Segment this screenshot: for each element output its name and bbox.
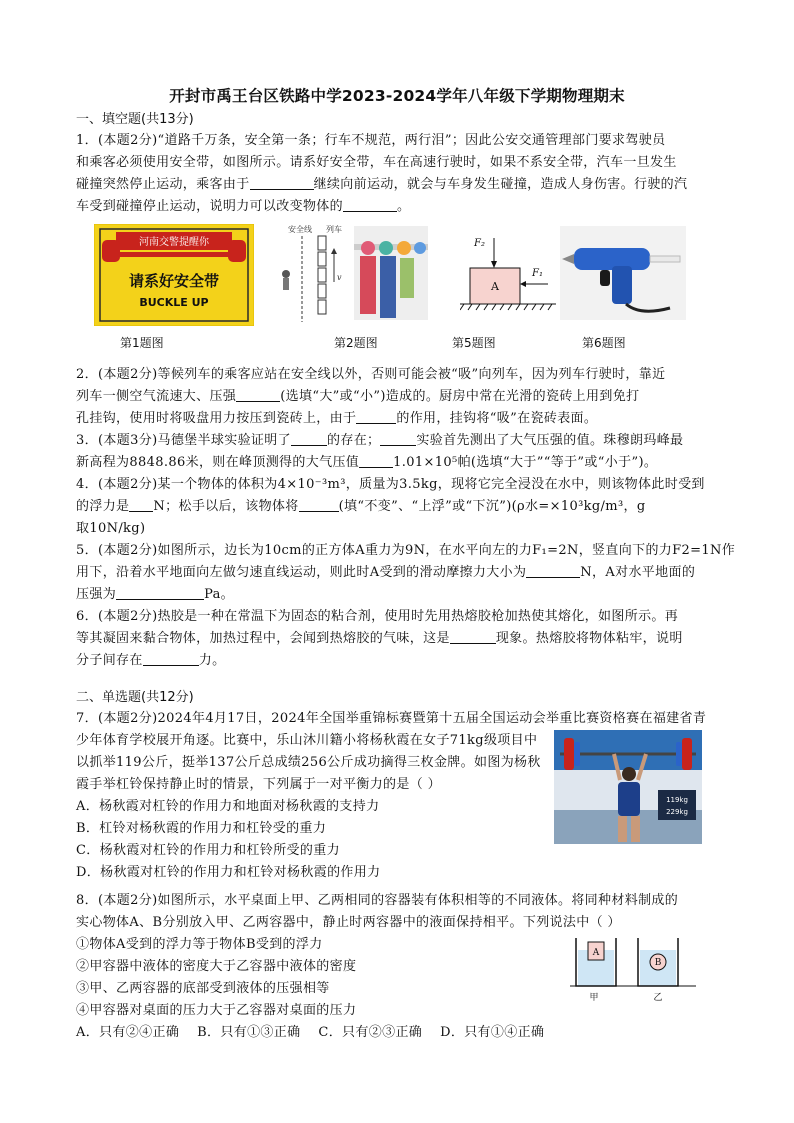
q4-blank-2[interactable] [299, 497, 339, 512]
q6-line-2b: 现象。热熔胶将物体粘牢，说明 [495, 631, 683, 646]
q5-line-3a: 压强为 [76, 587, 117, 602]
q3-blank-1[interactable] [291, 431, 327, 446]
q2-line-3: 孔挂钩，使用时将吸盘用力按压到瓷砖上，由于 [76, 411, 357, 426]
figure-2-hooks-photo [354, 226, 428, 320]
q1-line-4a: 车受到碰撞停止运动，说明力可以改变物体的 [76, 199, 344, 214]
question-5 [76, 540, 736, 606]
q2-blank-2[interactable] [356, 409, 396, 424]
q1-line-1: 1．(本题2分)“道路千万条，安全第一条；行车不规范，两行泪”；因此公安交通管理部门要求驾驶员 [76, 133, 666, 148]
q5-line-2b: N，A对水平地面的 [580, 565, 696, 580]
q5-line-1: 5．(本题2分)如图所示，边长为10cm的正方体A重力为9N，在水平向左的力F₁=2N，竖直向下的力F2=1N作 [76, 543, 736, 558]
q2-line-3b: 的作用，挂钩将“吸”在瓷砖表面。 [396, 411, 598, 426]
hanging-towel-red [360, 256, 376, 314]
scoreboard-text-2: 229kg [666, 808, 688, 816]
q8-options[interactable]: A．只有②④正确 B．只有①③正确 C．只有②③正确 D．只有①④正确 [76, 1025, 545, 1040]
lifter-body [618, 782, 640, 816]
ground-hatching [460, 304, 552, 310]
q4-line-2b: N；松手以后，该物体将 [153, 499, 299, 514]
q4-line-3: 取10N/kg) [76, 521, 146, 536]
figure-2-safety-line [274, 222, 346, 324]
q3-line-1a: 3．(本题3分)马德堡半球实验证明了 [76, 433, 291, 448]
q1-line-4b: 。 [397, 199, 411, 214]
q7-option-d[interactable]: D．杨秋霞对杠铃的作用力和杠铃对杨秋霞的作用力 [76, 865, 381, 880]
q2-line-2b: (选填“大”或“小”)造成的。厨房中常在光滑的瓷砖上用到免打 [280, 389, 640, 404]
question-1 [76, 130, 726, 218]
suction-hook-blue [414, 242, 426, 254]
person-icon [282, 270, 290, 278]
q7-option-a[interactable]: A．杨秋霞对杠铃的作用力和地面对杨秋霞的支持力 [76, 799, 380, 814]
section-single-heading: 二、单选题(共12分) [76, 690, 194, 705]
block-a-label: A [491, 280, 499, 293]
q4-line-1: 4．(本题2分)某一个物体的体积为4×10⁻³m³，质量为3.5kg，现将它完全浸没在水中，则该物体此时受到 [76, 477, 705, 492]
q1-line-3b: 继续向前运动，就会与车身发生碰撞，造成人身伤害。行驶的汽 [313, 177, 688, 192]
scoreboard-text-1: 119kg [666, 796, 688, 804]
q8-statement-1: ①物体A受到的浮力等于物体B受到的浮力 [76, 937, 323, 952]
q7-line-2: 少年体育学校展开角逐。比赛中，乐山沐川籍小将杨秋霞在女子71kg级项目中 [76, 733, 538, 748]
figure-5-caption: 第5题图 [452, 336, 496, 350]
suction-hook-orange [397, 241, 411, 255]
q1-line-3a: 碰撞突然停止运动，乘客由于 [76, 177, 250, 192]
glue-gun-handle [612, 266, 632, 304]
q8-line-2: 实心物体A、B分别放入甲、乙两容器中，静止时两容器中的液面保持相平。下列说法中（ ） [76, 915, 621, 930]
q7-option-c[interactable]: C．杨秋霞对杠铃的作用力和杠铃所受的重力 [76, 843, 340, 858]
fig8-label-jia: 甲 [589, 993, 599, 1003]
q3-blank-2[interactable] [380, 431, 416, 446]
barbell-plate-right [682, 738, 692, 770]
sign-text-1: 河南交警提醒你 [139, 237, 209, 248]
figure-6-glue-gun [560, 226, 686, 320]
suction-hook-pink [361, 241, 375, 255]
figure-8-containers [570, 932, 700, 1004]
q1-blank-1[interactable] [250, 175, 314, 190]
train-cars [318, 236, 326, 314]
glue-gun-body [574, 248, 650, 270]
q7-line-1: 7．(本题2分)2024年4月17日，2024年全国举重锦标赛暨第十五届全国运动会举重比赛资格赛在福建省青 [76, 711, 707, 726]
q6-line-2a: 等其凝固来黏合物体，加热过程中，会闻到热熔胶的气味，这是 [76, 631, 450, 646]
question-3 [76, 430, 726, 474]
q1-blank-2[interactable] [343, 197, 397, 212]
q6-blank-1[interactable] [450, 629, 496, 644]
q5-line-2a: 用下，沿着水平地面向左做匀速直线运动，则此时A受到的滑动摩擦力大小为 [76, 565, 527, 580]
barbell-plate-left [564, 738, 574, 770]
figure-6-caption: 第6题图 [582, 336, 626, 350]
fig8-label-b: B [654, 958, 662, 968]
q5-blank-1[interactable] [526, 563, 580, 578]
q7-line-3: 以抓举119公斤，挺举137公斤总成绩256公斤成功摘得三枚金牌。如图为杨秋 [76, 755, 541, 770]
figure-2-caption: 第2题图 [334, 336, 378, 350]
question-4 [76, 474, 726, 540]
sign-text-3: BUCKLE UP [139, 296, 209, 309]
fig2-train-label: 列车 [326, 225, 342, 234]
q6-line-3a: 分子间存在 [76, 653, 143, 668]
figure-7-weightlifter-photo [554, 730, 702, 844]
fig8-label-yi: 乙 [653, 993, 663, 1003]
hanging-towel-blue [380, 256, 396, 318]
sign-text-2: 请系好安全带 [128, 272, 220, 290]
q6-line-1: 6．(本题2分)热胶是一种在常温下为固态的粘合剂，使用时先用热熔胶枪加热使其熔化，如图所示。再 [76, 609, 679, 624]
fig2-safety-label: 安全线 [288, 225, 312, 234]
q5-line-3b: Pa。 [204, 587, 235, 602]
q8-statement-2: ②甲容器中液体的密度大于乙容器中液体的密度 [76, 959, 357, 974]
figure-5-block [460, 230, 560, 314]
exam-title: 开封市禹王台区铁路中学2023-2024学年八年级下学期物理期末 [169, 87, 625, 105]
q3-line-2b: 1.01×10⁵帕(选填“大于”“等于”或“小于”)。 [393, 455, 658, 470]
q2-blank-1[interactable] [236, 387, 280, 402]
question-6 [76, 606, 726, 672]
q6-blank-2[interactable] [143, 651, 199, 666]
q6-line-3b: 力。 [198, 653, 226, 668]
q4-line-2c: (填“不变”、“上浮”或“下沉”)(ρ水=×10³kg/m³，g [338, 499, 646, 514]
q3-line-1c: 实验首先测出了大气压强的值。珠穆朗玛峰最 [416, 433, 684, 448]
f1-label: F₁ [532, 268, 543, 279]
suction-hook-teal [379, 241, 393, 255]
q8-line-1: 8．(本题2分)如图所示，水平桌面上甲、乙两相同的容器装有体积相等的不同液体。将同种材料制成的 [76, 893, 679, 908]
q4-line-2a: 的浮力是 [76, 499, 130, 514]
q7-line-4: 霞手举杠铃保持静止时的情景，下列属于一对平衡力的是（ ） [76, 777, 441, 792]
left-hand-icon [102, 240, 120, 262]
glue-stick [650, 256, 680, 262]
q4-blank-1[interactable] [129, 497, 153, 512]
q3-blank-3[interactable] [359, 453, 393, 468]
q5-blank-2[interactable] [116, 585, 204, 600]
q3-line-2a: 新高程为8848.86米，则在峰顶测得的大气压值 [76, 455, 360, 470]
fig8-label-a: A [592, 948, 600, 958]
lifter-head [622, 767, 636, 781]
fig2-v-label: v [337, 273, 342, 282]
section-fill-heading: 一、填空题(共13分) [76, 112, 194, 127]
q8-statement-3: ③甲、乙两容器的底部受到液体的压强相等 [76, 981, 330, 996]
glue-gun-trigger [600, 270, 610, 286]
q7-option-b[interactable]: B．杠铃对杨秋霞的作用力和杠铃受的重力 [76, 821, 327, 836]
q2-line-1: 2．(本题2分)等候列车的乘客应站在安全线以外，否则可能会被“吸”向列车，因为列车行驶时，靠近 [76, 367, 666, 382]
q1-line-2: 和乘客必须使用安全带，如图所示。请系好安全带，车在高速行驶时，如果不系安全带，汽车一旦发生 [76, 155, 677, 170]
right-hand-icon [228, 240, 246, 262]
figure-1-seatbelt-sign [94, 224, 254, 326]
q2-line-2a: 列车一侧空气流速大、压强 [76, 389, 237, 404]
f2-label: F₂ [474, 238, 485, 249]
figure-1-caption: 第1题图 [120, 336, 164, 350]
question-2 [76, 364, 726, 430]
belt-strap [120, 252, 228, 257]
q3-line-1b: 的存在； [327, 433, 381, 448]
q8-statement-4: ④甲容器对桌面的压力大于乙容器对桌面的压力 [76, 1003, 357, 1018]
